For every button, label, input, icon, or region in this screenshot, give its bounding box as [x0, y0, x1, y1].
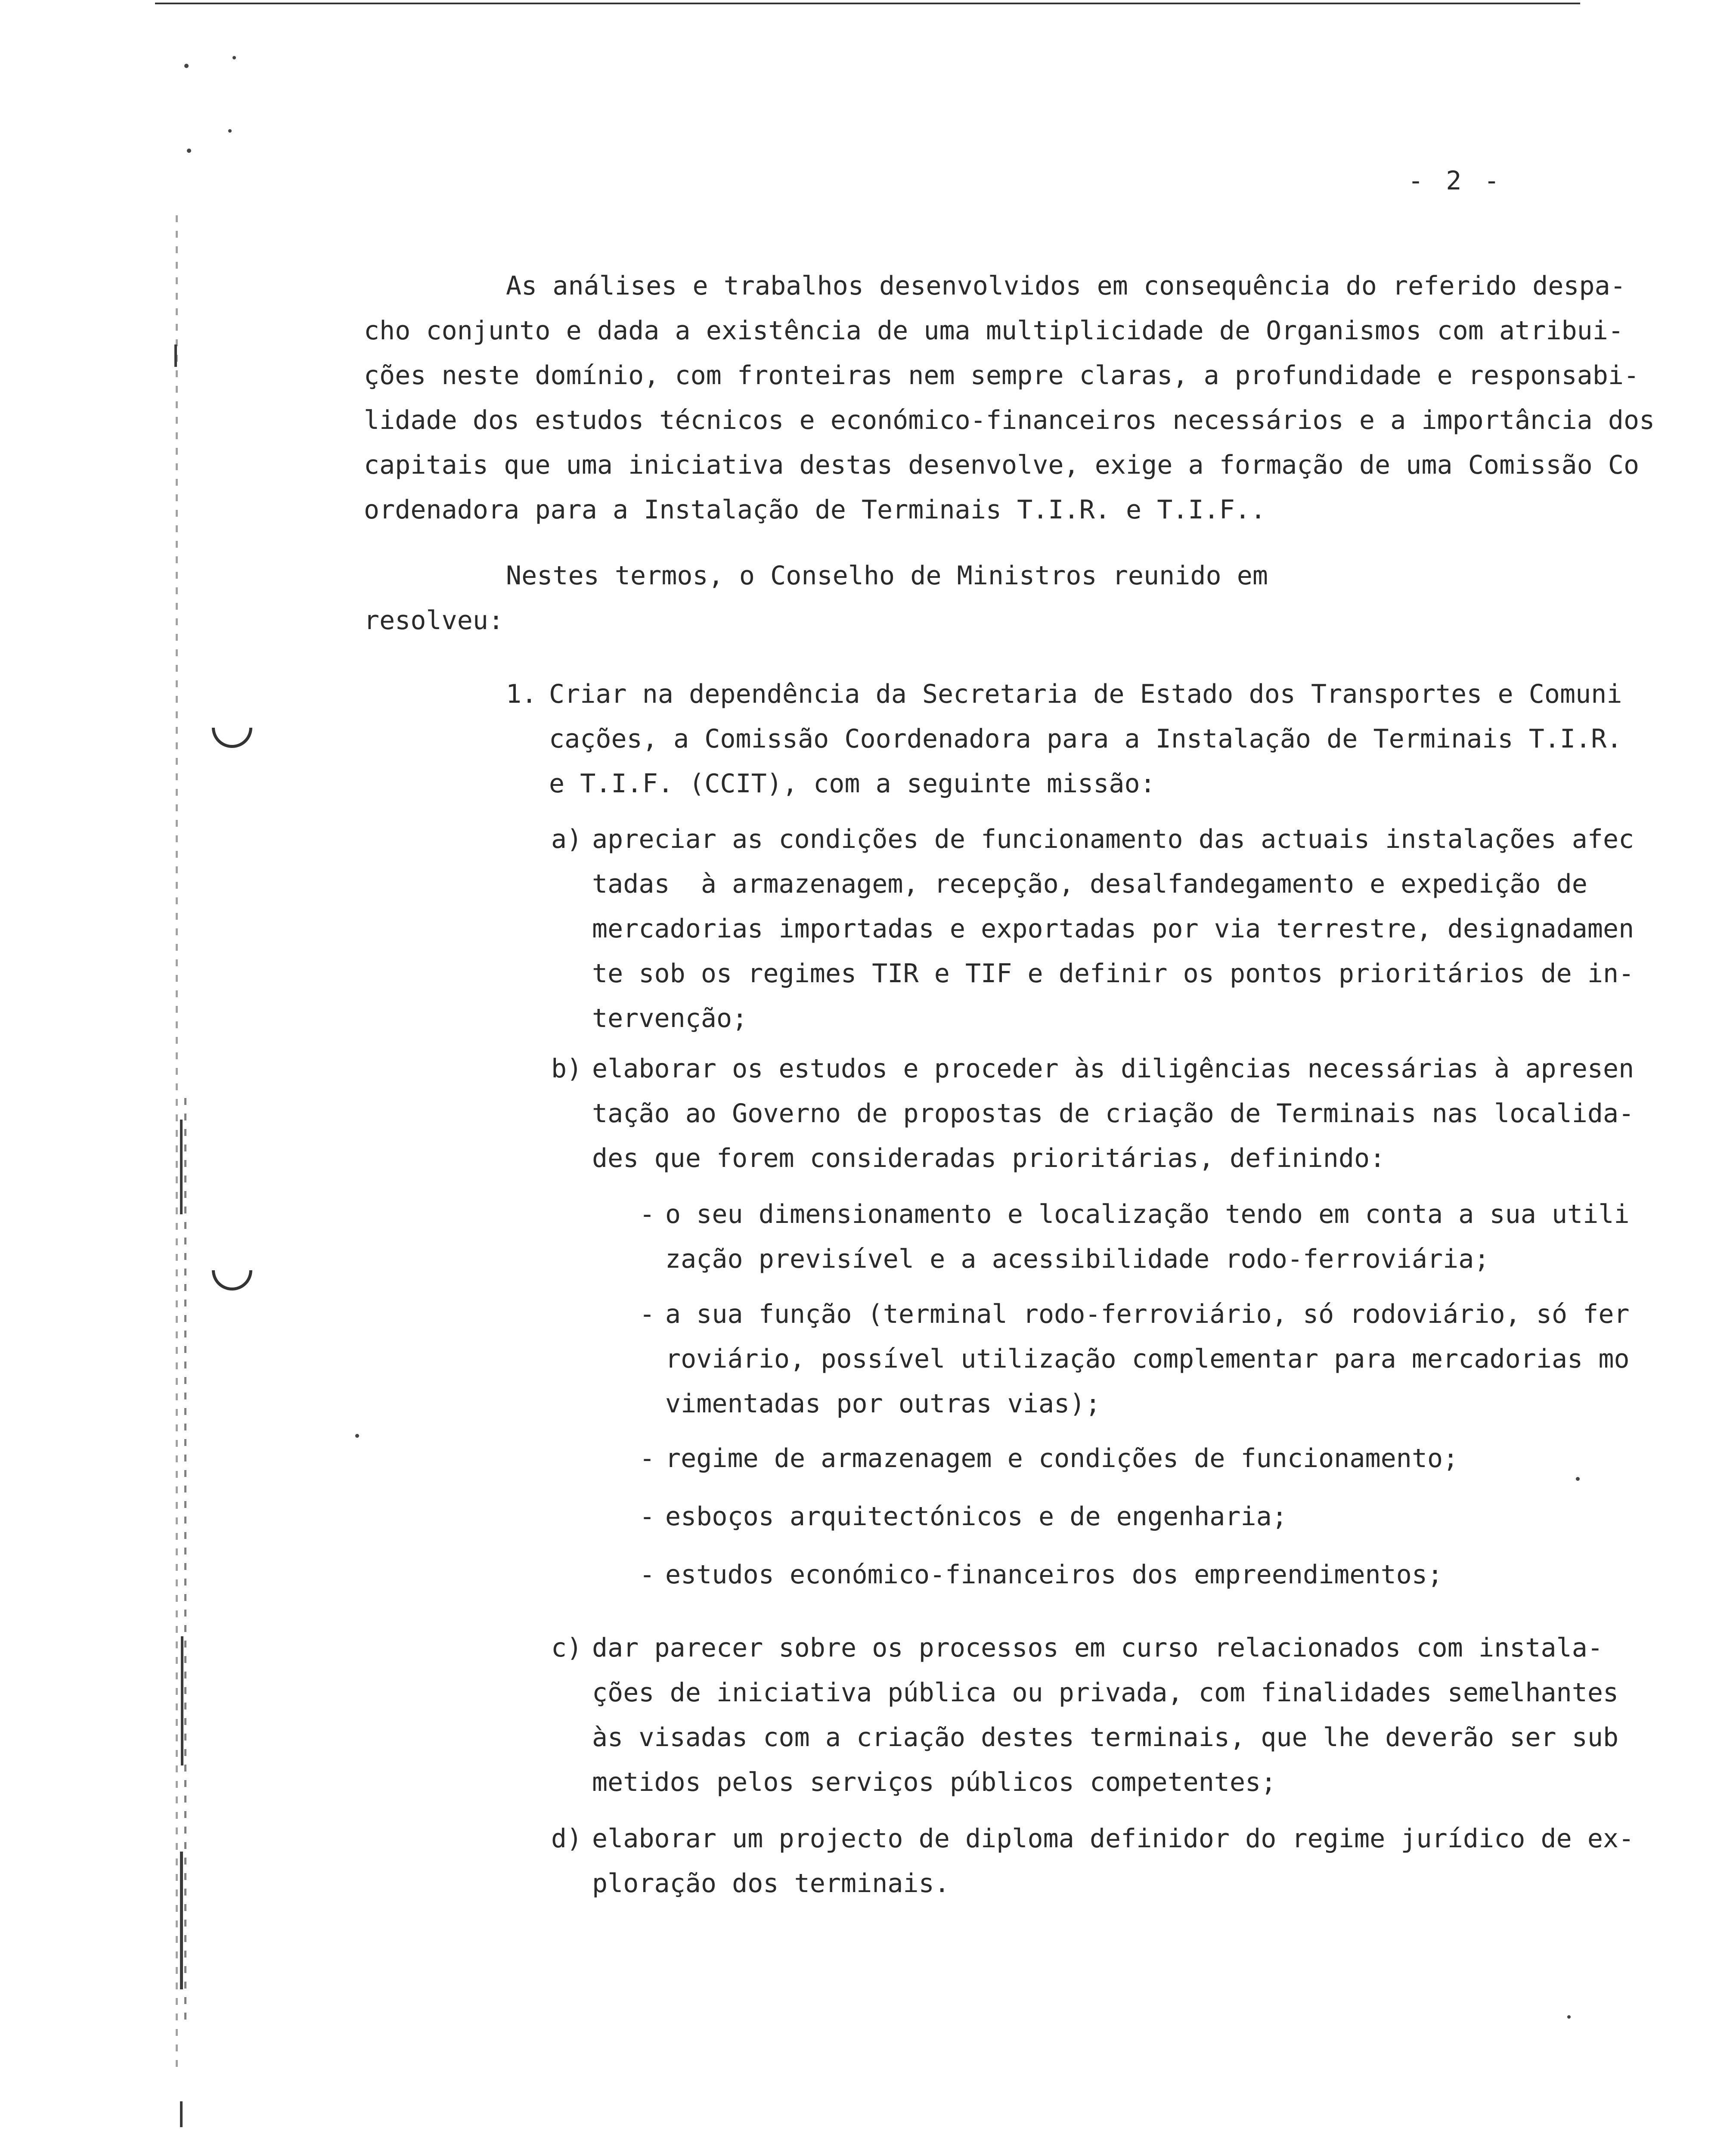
- item-b-label: b): [551, 1054, 583, 1084]
- punch-hole-mark: [212, 728, 252, 748]
- margin-speck: [1567, 2015, 1571, 2019]
- dash-item-text: [665, 1192, 1630, 1281]
- item-line: des que forem consideradas prioritárias, definindo:: [592, 1143, 1386, 1173]
- margin-mark: [180, 1852, 183, 1989]
- margin-dotted-rule: [176, 215, 178, 2067]
- resolution-paragraph: [364, 553, 1268, 643]
- dash-bullet: -: [639, 1560, 655, 1590]
- item-line: tadas à armazenagem, recepção, desalfandegamento e expedição de: [592, 869, 1587, 899]
- dash-line: roviário, possível utilização complementar para mercadorias mo: [665, 1344, 1630, 1374]
- paragraph-line: ções neste domínio, com fronteiras nem sempre claras, a profundidade e responsabi-: [364, 360, 1640, 391]
- item-line: tação ao Governo de propostas de criação de Terminais nas localida-: [592, 1098, 1634, 1129]
- item-line: metidos pelos serviços públicos competentes;: [592, 1767, 1277, 1797]
- item-line: às visadas com a criação destes terminais, que lhe deverão ser sub: [592, 1722, 1619, 1753]
- item-1-number: 1.: [506, 679, 537, 709]
- item-line: dar parecer sobre os processos em curso relacionados com instala-: [592, 1633, 1603, 1663]
- item-line: e T.I.F. (CCIT), com a seguinte missão:: [549, 769, 1156, 799]
- dash-line: vimentadas por outras vias);: [665, 1389, 1101, 1419]
- item-a-text: [592, 817, 1634, 1041]
- margin-speck: [355, 1434, 359, 1438]
- paragraph-line: As análises e trabalhos desenvolvidos em consequência do referido despa-: [506, 271, 1626, 301]
- item-1-text: [549, 672, 1622, 806]
- dash-line: a sua função (terminal rodo-ferroviário, só rodoviário, só fer: [665, 1299, 1630, 1329]
- dash-item-text: [665, 1436, 1458, 1481]
- dash-line: o seu dimensionamento e localização tendo em conta a sua utili: [665, 1199, 1630, 1229]
- dash-line: esboços arquitectónicos e de engenharia;: [665, 1502, 1287, 1532]
- dash-line: estudos económico-financeiros dos empreendimentos;: [665, 1560, 1443, 1590]
- item-a-label: a): [551, 824, 583, 854]
- margin-mark: [181, 1636, 183, 1765]
- item-line: elaborar um projecto de diploma definidor do regime jurídico de ex-: [592, 1824, 1634, 1854]
- item-line: ções de iniciativa pública ou privada, com finalidades semelhantes: [592, 1678, 1619, 1708]
- dash-bullet: -: [639, 1502, 655, 1532]
- margin-speck: [232, 56, 236, 59]
- margin-mark: [174, 344, 177, 367]
- dash-line: zação previsível e a acessibilidade rodo-ferroviária;: [665, 1244, 1490, 1274]
- margin-dotted-rule-2: [184, 1098, 186, 2024]
- margin-mark: [180, 2101, 183, 2127]
- paragraph-line: lidade dos estudos técnicos e económico-financeiros necessários e a importância dos: [364, 405, 1655, 435]
- item-line: apreciar as condições de funcionamento das actuais instalações afec: [592, 824, 1634, 854]
- punch-hole-mark: [212, 1270, 252, 1291]
- item-c-label: c): [551, 1633, 583, 1663]
- paragraph-line: cho conjunto e dada a existência de uma multiplicidade de Organismos com atribui-: [364, 316, 1624, 346]
- item-line: te sob os regimes TIR e TIF e definir os pontos prioritários de in-: [592, 959, 1634, 989]
- dash-item-text: [665, 1494, 1287, 1539]
- dash-item-text: [665, 1292, 1630, 1426]
- dash-bullet: -: [639, 1199, 655, 1229]
- paragraph-line: ordenadora para a Instalação de Terminais T.I.R. e T.I.F..: [364, 495, 1266, 525]
- margin-speck: [187, 149, 191, 153]
- intro-paragraph: [364, 264, 1655, 532]
- item-d-label: d): [551, 1824, 583, 1854]
- paragraph-line: Nestes termos, o Conselho de Ministros reunido em: [506, 561, 1268, 591]
- top-scan-border: [155, 3, 1580, 4]
- margin-speck: [184, 64, 189, 68]
- margin-mark: [180, 1120, 183, 1214]
- page-number: - 2 -: [1408, 166, 1503, 196]
- item-b-text: [592, 1046, 1634, 1181]
- item-line: mercadorias importadas e exportadas por via terrestre, designadamen: [592, 914, 1634, 944]
- paragraph-line: capitais que uma iniciativa destas desenvolve, exige a formação de uma Comissão Co: [364, 450, 1640, 480]
- item-line: tervenção;: [592, 1003, 748, 1033]
- item-line: ploração dos terminais.: [592, 1868, 950, 1899]
- paragraph-line: resolveu:: [364, 605, 504, 636]
- dash-bullet: -: [639, 1299, 655, 1329]
- dash-item-text: [665, 1552, 1443, 1597]
- item-line: cações, a Comissão Coordenadora para a Instalação de Terminais T.I.R.: [549, 724, 1622, 754]
- item-line: elaborar os estudos e proceder às diligências necessárias à apresen: [592, 1054, 1634, 1084]
- dash-line: regime de armazenagem e condições de funcionamento;: [665, 1443, 1459, 1474]
- margin-speck: [228, 129, 232, 133]
- dash-bullet: -: [639, 1443, 655, 1474]
- item-line: Criar na dependência da Secretaria de Estado dos Transportes e Comuni: [549, 679, 1622, 709]
- item-d-text: [592, 1816, 1634, 1906]
- margin-speck: [1576, 1477, 1580, 1481]
- item-c-text: [592, 1626, 1618, 1805]
